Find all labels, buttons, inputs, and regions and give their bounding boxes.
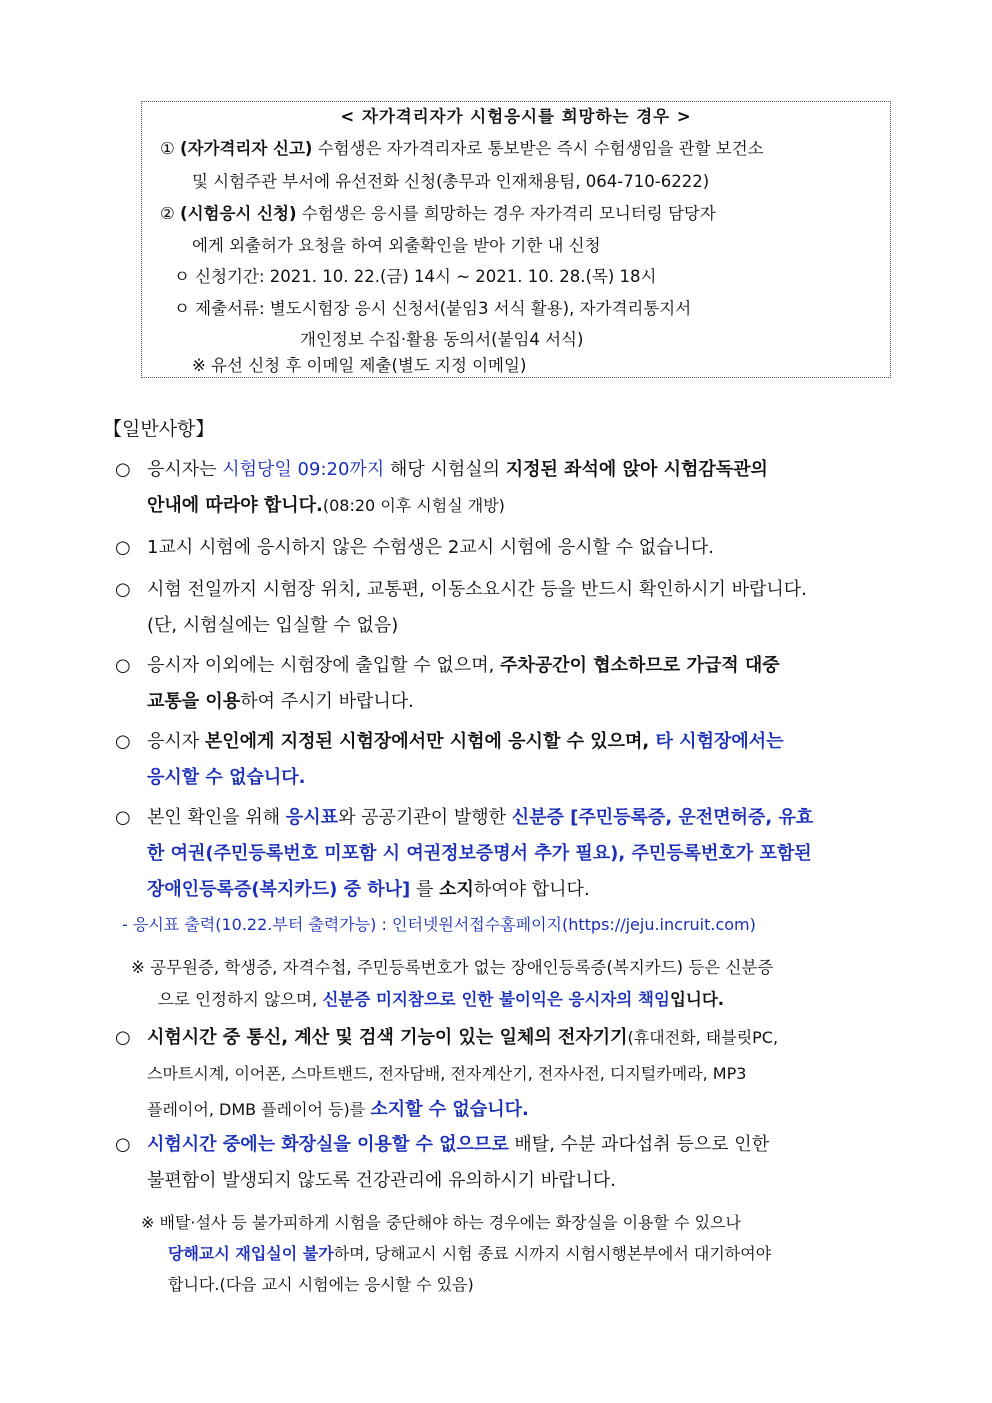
paragraph-2 [115, 530, 897, 566]
p5-b: 본인에게 지정된 시험장에서만 시험에 응시할 수 있으며, [204, 731, 656, 752]
restroom-note-2a: 당해교시 재입실이 불가 [168, 1244, 334, 1263]
paragraph-7 [115, 1020, 897, 1128]
p6-c: 와 공공기관이 발행한 [338, 807, 512, 828]
restroom-note-3: 합니다.(다음 교시 시험에는 응시할 수 있음) [168, 1275, 474, 1294]
p6-e: 한 여권(주민등록번호 미포함 시 여권정보증명서 추가 필요), 주민등록번호가 포함된 [147, 843, 812, 864]
bullet: ○ [115, 579, 131, 600]
paragraph-6 [115, 800, 897, 908]
p7-b: (휴대전화, 태블릿PC, [627, 1028, 779, 1047]
p2-a: 1교시 시험에 응시하지 않은 수험생은 2교시 시험에 응시할 수 없습니다. [147, 537, 714, 558]
email-note: ※ 유선 신청 후 이메일 제출(별도 지정 이메일) [192, 356, 527, 375]
id-card-note-2 [158, 983, 724, 1017]
box-item-2-line-1 [160, 203, 716, 225]
p5-c: 타 시험장에서는 [655, 731, 784, 752]
bullet: ○ [115, 731, 131, 752]
item-1-head: (자가격리자 신고) [180, 139, 313, 158]
p1-e: 안내에 따라야 합니다. [147, 495, 323, 516]
submit-documents-1: ㅇ 제출서류: 별도시험장 응시 신청서(붙임3 서식 활용), 자가격리통지서 [174, 299, 692, 318]
bullet: ○ [115, 807, 131, 828]
restroom-note-1: ※ 배탈·설사 등 불가피하게 시험을 중단해야 하는 경우에는 화장실을 이용할 수 있으나 [141, 1213, 741, 1232]
id-card-note-1: ※ 공무원증, 학생증, 자격수첩, 주민등록번호가 없는 장애인등록증(복지카드) 등은 신분증 [131, 958, 774, 977]
paragraph-1 [115, 452, 897, 524]
p1-a: 응시자는 [147, 459, 223, 480]
p7-c: 스마트시계, 이어폰, 스마트밴드, 전자담배, 전자계산기, 전자사전, 디지털카메라, MP3 [147, 1064, 747, 1083]
item-2-marker: ② [160, 204, 175, 223]
p1-b: 시험당일 09:20까지 [222, 459, 385, 480]
p5-a: 응시자 [147, 731, 205, 752]
admission-ticket-print-note: - 응시표 출력(10.22.부터 출력가능) : 인터넷원서접수홈페이지(https://jeju.incruit.com) [122, 915, 756, 934]
restroom-note-2b: 하며, 당해교시 시험 종료 시까지 시험시행본부에서 대기하여야 [333, 1244, 772, 1263]
p7-e: 소지할 수 없습니다. [370, 1099, 529, 1120]
p6-g: 를 [410, 879, 440, 900]
box-item-1-line-1 [160, 138, 884, 160]
bullet: ○ [115, 655, 131, 676]
p6-d: 신분증 [주민등록증, 운전면허증, 유효 [511, 807, 814, 828]
bullet: ○ [115, 537, 131, 558]
p6-b: 응시표 [285, 807, 339, 828]
paragraph-5 [115, 724, 897, 796]
p3-a: 시험 전일까지 시험장 위치, 교통편, 이동소요시간 등을 반드시 확인하시기 바랍니다. [147, 579, 807, 600]
item-2-head: (시험응시 신청) [180, 204, 297, 223]
p1-c: 해당 시험실의 [384, 459, 506, 480]
p6-f: 장애인등록증(복지카드) 중 하나] [147, 879, 411, 900]
item-1-marker: ① [160, 139, 175, 158]
p4-b: 주차공간이 협소하므로 가급적 대중 [500, 655, 780, 676]
p4-d: 하여 주시기 바랍니다. [240, 691, 414, 712]
p4-c: 교통을 이용 [147, 691, 241, 712]
p6-i: 하여야 합니다. [473, 879, 590, 900]
restroom-note-2 [168, 1237, 771, 1271]
item-2-text-1: 수험생은 응시를 희망하는 경우 자가격리 모니터링 담당자 [296, 204, 716, 223]
box-title: < 자가격리자가 시험응시를 희망하는 경우 > [340, 107, 692, 126]
id-card-note-2a: 으로 인정하지 않으며, [158, 990, 323, 1009]
p3-b: (단, 시험실에는 입실할 수 없음) [147, 615, 399, 636]
id-card-note-2b: 신분증 미지참으로 인한 불이익은 응시자의 책임 [322, 990, 670, 1009]
application-period: ㅇ 신청기간: 2021. 10. 22.(금) 14시 ~ 2021. 10. 28.(목) 18시 [174, 267, 657, 286]
item-2-text-2: 에게 외출허가 요청을 하여 외출확인을 받아 기한 내 신청 [192, 236, 601, 255]
p7-a: 시험시간 중 통신, 계산 및 검색 기능이 있는 일체의 전자기기 [147, 1027, 628, 1048]
paragraph-3 [115, 572, 897, 644]
p8-a: 시험시간 중에는 화장실을 이용할 수 없으므로 [147, 1134, 509, 1155]
p8-c: 불편함이 발생되지 않도록 건강관리에 유의하시기 바랍니다. [147, 1170, 617, 1191]
p8-b: 배탈, 수분 과다섭취 등으로 인한 [508, 1134, 770, 1155]
p4-a: 응시자 이외에는 시험장에 출입할 수 없으며, [147, 655, 501, 676]
paragraph-4 [115, 648, 897, 720]
section-title: 【일반사항】 [103, 418, 215, 440]
p7-d: 플레이어, DMB 플레이어 등)를 [147, 1100, 371, 1119]
p5-d: 응시할 수 없습니다. [147, 767, 306, 788]
submit-documents-2: 개인정보 수집·활용 동의서(붙임4 서식) [300, 330, 584, 349]
p1-f: (08:20 이후 시험실 개방) [322, 496, 505, 515]
self-quarantine-info-box [141, 101, 891, 378]
id-card-note-2c: 입니다. [669, 990, 725, 1009]
p6-a: 본인 확인을 위해 [147, 807, 286, 828]
bullet: ○ [115, 1027, 131, 1048]
item-1-text-1: 수험생은 자가격리자로 통보받은 즉시 수험생임을 관할 보건소 [312, 139, 764, 158]
bullet: ○ [115, 1134, 131, 1155]
p1-d: 지정된 좌석에 앉아 시험감독관의 [505, 459, 768, 480]
item-1-text-2: 및 시험주관 부서에 유선전화 신청(총무과 인재채용팀, 064-710-6222) [192, 172, 710, 191]
p6-h: 소지 [439, 879, 474, 900]
bullet: ○ [115, 459, 131, 480]
paragraph-8 [115, 1127, 897, 1199]
